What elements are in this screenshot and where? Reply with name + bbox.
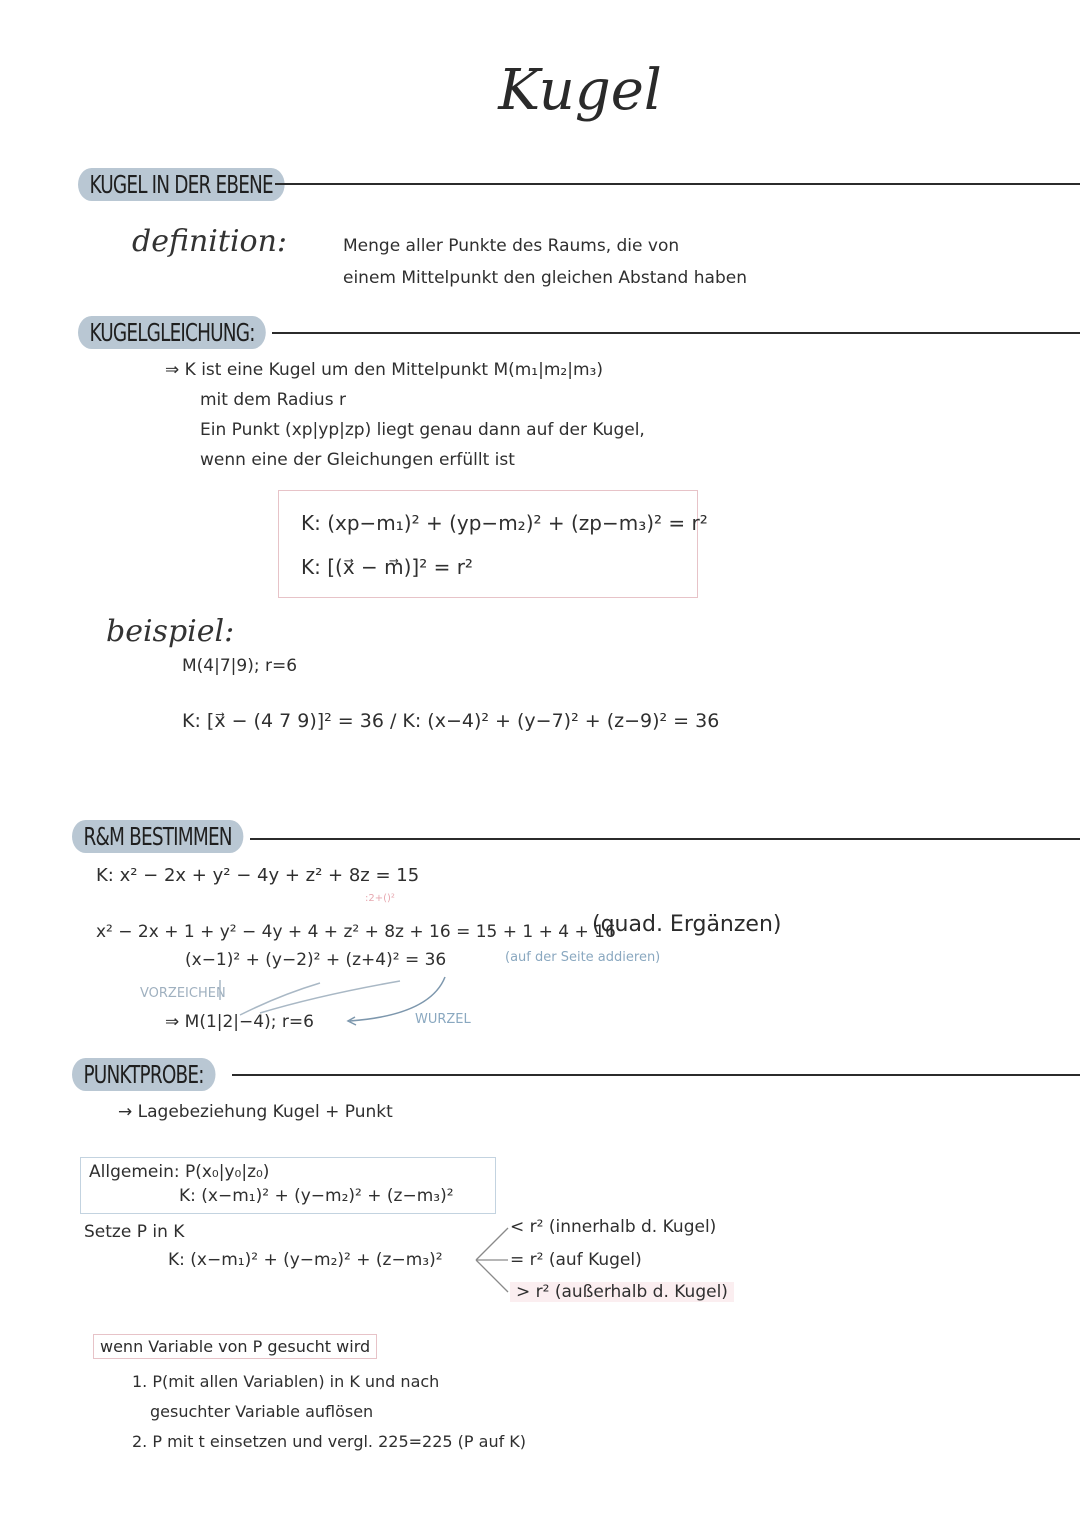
rm-ergaenzen-sub: (auf der Seite addieren): [505, 950, 661, 965]
rm-step-2: (x−1)² + (y−2)² + (z+4)² = 36: [185, 950, 447, 970]
divider: [275, 183, 1080, 185]
rm-note-top: :2+()²: [365, 893, 395, 904]
heading-punktprobe: PUNKTPROBE:: [72, 1058, 215, 1091]
formula-coordinate: K: (xp−m₁)² + (yp−m₂)² + (zp−m₃)² = r²: [301, 511, 708, 535]
gleichung-line-4: wenn eine der Gleichungen erfüllt ist: [200, 450, 515, 470]
variable-step-1b: gesuchter Variable auflösen: [150, 1402, 374, 1421]
setze-label: Setze P in K: [84, 1222, 185, 1242]
rm-vorzeichen-label: VORZEICHEN: [140, 986, 226, 1001]
heading-kugel-in-der-ebene: KUGEL IN DER EBENE: [78, 168, 284, 201]
formula-vector: K: [(x⃗ − m⃗)]² = r²: [301, 555, 473, 579]
definition-line-1: Menge aller Punkte des Raums, die von: [343, 236, 680, 256]
case-inside: < r² (innerhalb d. Kugel): [510, 1217, 717, 1237]
rm-ergaenzen: (quad. Ergänzen): [592, 912, 782, 937]
page-title: Kugel: [498, 58, 662, 123]
divider: [250, 838, 1080, 840]
allgemein-box: [80, 1157, 496, 1214]
divider: [232, 1074, 1080, 1076]
formula-box: [278, 490, 708, 598]
rm-wurzel-label: WURZEL: [415, 1012, 471, 1027]
variable-step-2: 2. P mit t einsetzen und vergl. 225=225 (P auf K): [132, 1432, 527, 1451]
gleichung-line-2: mit dem Radius r: [200, 390, 346, 410]
gleichung-line-3: Ein Punkt (xp|yp|zp) liegt genau dann auf der Kugel,: [200, 420, 645, 440]
punktprobe-line-1: → Lagebeziehung Kugel + Punkt: [118, 1102, 393, 1122]
case-bracket: [472, 1222, 512, 1302]
case-on: = r² (auf Kugel): [510, 1250, 642, 1270]
definition-line-2: einem Mittelpunkt den gleichen Abstand haben: [343, 268, 747, 288]
heading-rm-bestimmen: R&M BESTIMMEN: [72, 820, 243, 853]
example-given: M(4|7|9); r=6: [182, 656, 298, 676]
allgemein-equation: K: (x−m₁)² + (y−m₂)² + (z−m₃)²: [179, 1186, 454, 1206]
case-outside: > r² (außerhalb d. Kugel): [510, 1282, 734, 1302]
definition-label: definition:: [132, 224, 288, 259]
example-equation: K: [x⃗ − (4 7 9)]² = 36 / K: (x−4)² + (y−7)² + (z−9)² = 36: [182, 710, 720, 732]
example-label: beispiel:: [106, 614, 235, 649]
rm-step-1: x² − 2x + 1 + y² − 4y + 4 + z² + 8z + 16 = 15 + 1 + 4 + 16: [96, 922, 616, 942]
rm-given: K: x² − 2x + y² − 4y + z² + 8z = 15: [96, 865, 420, 886]
punktprobe-equation: K: (x−m₁)² + (y−m₂)² + (z−m₃)²: [168, 1250, 443, 1270]
heading-kugelgleichung: KUGELGLEICHUNG:: [78, 316, 266, 349]
variable-step-1a: 1. P(mit allen Variablen) in K und nach: [132, 1372, 440, 1391]
divider: [272, 332, 1080, 334]
rm-result: ⇒ M(1|2|−4); r=6: [165, 1012, 314, 1032]
variable-box: wenn Variable von P gesucht wird: [93, 1334, 377, 1359]
gleichung-line-1: ⇒ K ist eine Kugel um den Mittelpunkt M(m₁|m₂|m₃): [165, 360, 603, 380]
allgemein-label: Allgemein: P(x₀|y₀|z₀): [89, 1162, 270, 1182]
